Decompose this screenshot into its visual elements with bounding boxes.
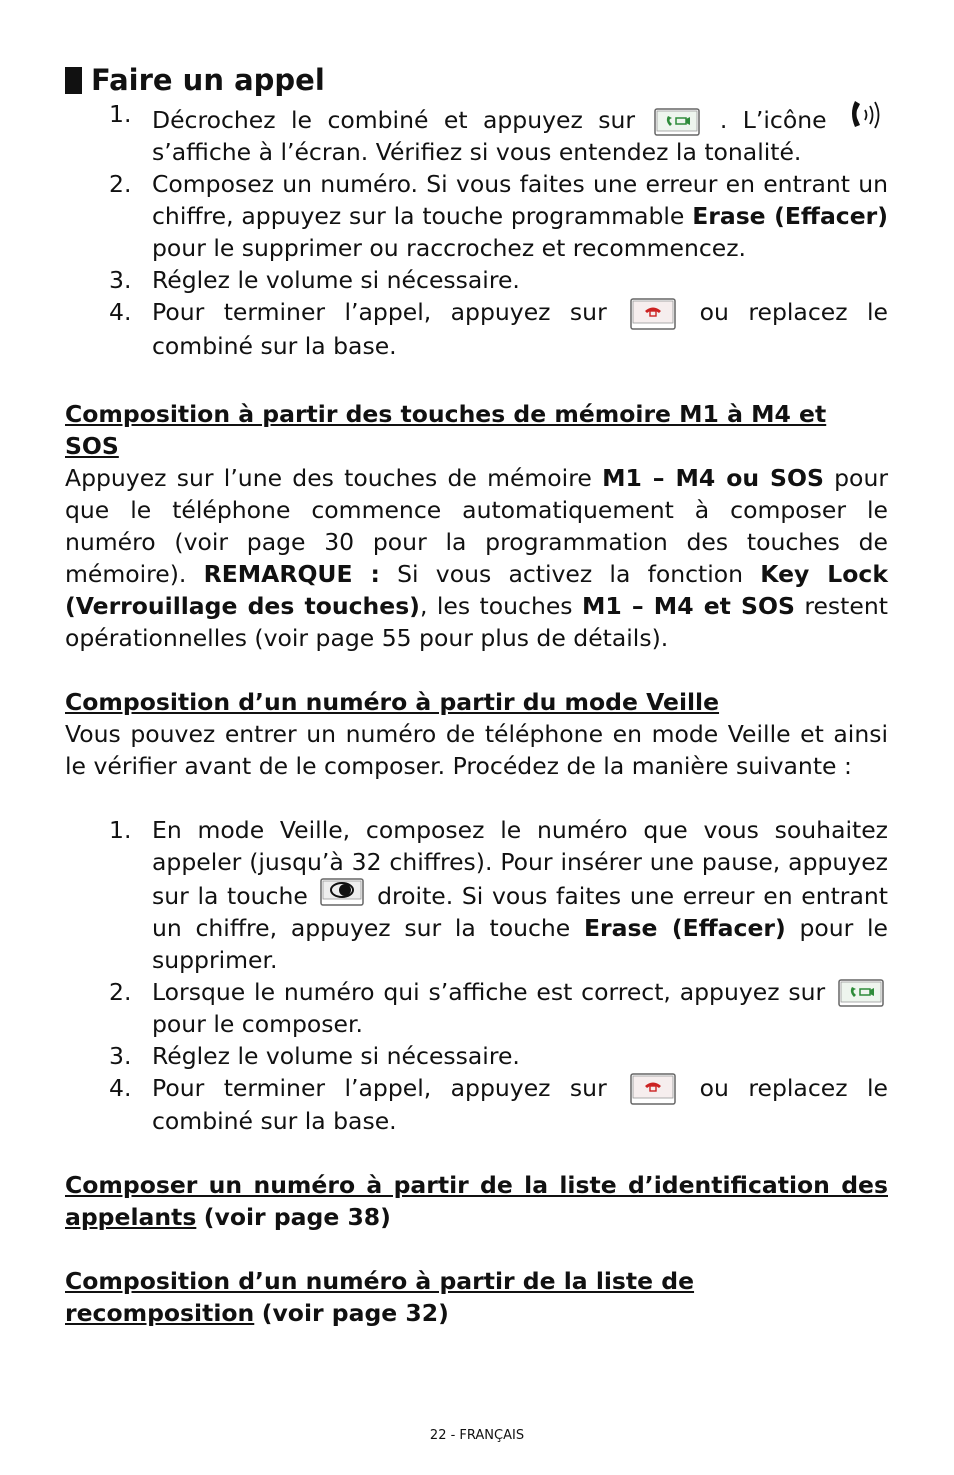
section-heading: Composition à partir des touches de mémoire M1 à M4 et SOS bbox=[65, 399, 827, 460]
paragraph-text: restent opérationnelles (voir page 55 pour plus de détails). bbox=[65, 591, 888, 652]
section-heading: Composer un numéro à partir de la liste d’identification des appelants bbox=[65, 1171, 888, 1231]
list-item bbox=[65, 98, 888, 168]
bold-text: M1 – M4 ou SOS bbox=[602, 463, 824, 492]
step-text: s’affiche à l’écran. Vérifiez si vous entendez la tonalité. bbox=[152, 138, 802, 166]
section-heading: Composition d’un numéro à partir de la liste de recomposition bbox=[65, 1267, 695, 1327]
end-call-key-icon bbox=[630, 1073, 676, 1105]
erase-key-label: Erase (Effacer) bbox=[583, 913, 786, 942]
list-item bbox=[65, 1040, 888, 1072]
list-item bbox=[65, 814, 888, 976]
step-text: Réglez le volume si nécessaire. bbox=[152, 1041, 520, 1070]
step-text: Pour terminer l’appel, appuyez sur bbox=[152, 1073, 607, 1102]
list-item bbox=[65, 1072, 888, 1138]
paragraph-text: Si vous activez la fonction bbox=[397, 559, 744, 588]
bold-text: M1 – M4 et SOS bbox=[582, 591, 795, 620]
step-number: 2. bbox=[109, 977, 132, 1006]
page-reference: (voir page 32) bbox=[261, 1299, 449, 1327]
standby-intro: Vous pouvez entrer un numéro de téléphone en mode Veille et ainsi le vérifier avant de le composer. Procédez de la manière suivante : bbox=[65, 719, 888, 780]
step-number: 3. bbox=[109, 266, 132, 294]
bold-text: Key Lock (Verrouillage des touches) bbox=[65, 559, 888, 620]
step-text: droite. Si vous faites une erreur en entrant un chiffre, appuyez sur la touche bbox=[152, 881, 888, 942]
paragraph-text: , les touches bbox=[419, 591, 573, 620]
redial-section bbox=[65, 1265, 888, 1329]
note-label: REMARQUE : bbox=[203, 559, 380, 588]
step-text: Pour terminer l’appel, appuyez sur bbox=[152, 298, 607, 326]
step-text: Décrochez le combiné et appuyez sur bbox=[152, 106, 636, 134]
title-text: Faire un appel bbox=[91, 63, 325, 97]
step-text: pour le supprimer ou raccrochez et recommencez. bbox=[152, 234, 747, 262]
erase-key-label: Erase (Effacer) bbox=[692, 202, 888, 230]
step-text: Réglez le volume si nécessaire. bbox=[152, 266, 520, 294]
step-text: En mode Veille, composez le numéro que vous souhaitez appeler (jusqu’à 32 chiffres). Pour insérer une pause, appuyez sur la touche bbox=[152, 815, 888, 910]
page-reference: (voir page 38) bbox=[203, 1203, 391, 1231]
page-content bbox=[65, 62, 888, 1329]
step-text: ou replacez le combiné sur la base. bbox=[152, 1073, 888, 1135]
list-item bbox=[65, 976, 888, 1040]
memory-keys-section bbox=[65, 398, 888, 654]
step-text: pour le composer. bbox=[152, 1009, 363, 1038]
standby-steps-list bbox=[65, 814, 888, 1138]
step-number: 4. bbox=[109, 1073, 132, 1102]
call-steps-list bbox=[65, 98, 888, 362]
end-call-key-icon bbox=[630, 298, 676, 330]
list-item bbox=[65, 264, 888, 296]
page-footer: 22 - FRANÇAIS bbox=[429, 1428, 525, 1443]
step-number: 1. bbox=[109, 100, 132, 128]
section-title bbox=[65, 62, 888, 98]
step-text: . L’icône bbox=[719, 106, 827, 134]
paragraph-text: Appuyez sur l’une des touches de mémoire bbox=[65, 463, 592, 492]
list-item bbox=[65, 296, 888, 362]
off-hook-status-icon bbox=[846, 98, 884, 132]
step-number: 1. bbox=[109, 815, 132, 844]
pause-key-icon bbox=[320, 878, 364, 906]
paragraph-text: pour que le téléphone commence automatiquement à composer le numéro (voir page 30 pour la programmation des touches de mémoire). bbox=[65, 463, 888, 588]
title-bullet-bar bbox=[65, 67, 82, 94]
step-text: pour le supprimer. bbox=[152, 913, 888, 974]
step-text: ou replacez le combiné sur la base. bbox=[152, 298, 888, 360]
caller-id-section bbox=[65, 1169, 888, 1233]
step-number: 4. bbox=[109, 298, 132, 326]
step-text: Lorsque le numéro qui s’affiche est correct, appuyez sur bbox=[152, 977, 826, 1006]
step-number: 2. bbox=[109, 170, 132, 198]
talk-key-icon bbox=[654, 108, 700, 136]
standby-section bbox=[65, 686, 888, 782]
memory-keys-paragraph bbox=[65, 462, 888, 654]
step-text: Composez un numéro. Si vous faites une erreur en entrant un chiffre, appuyez sur la touche programmable bbox=[152, 170, 888, 230]
list-item bbox=[65, 168, 888, 264]
talk-key-icon bbox=[838, 979, 884, 1007]
section-heading: Composition d’un numéro à partir du mode Veille bbox=[65, 687, 720, 716]
step-number: 3. bbox=[109, 1041, 132, 1070]
